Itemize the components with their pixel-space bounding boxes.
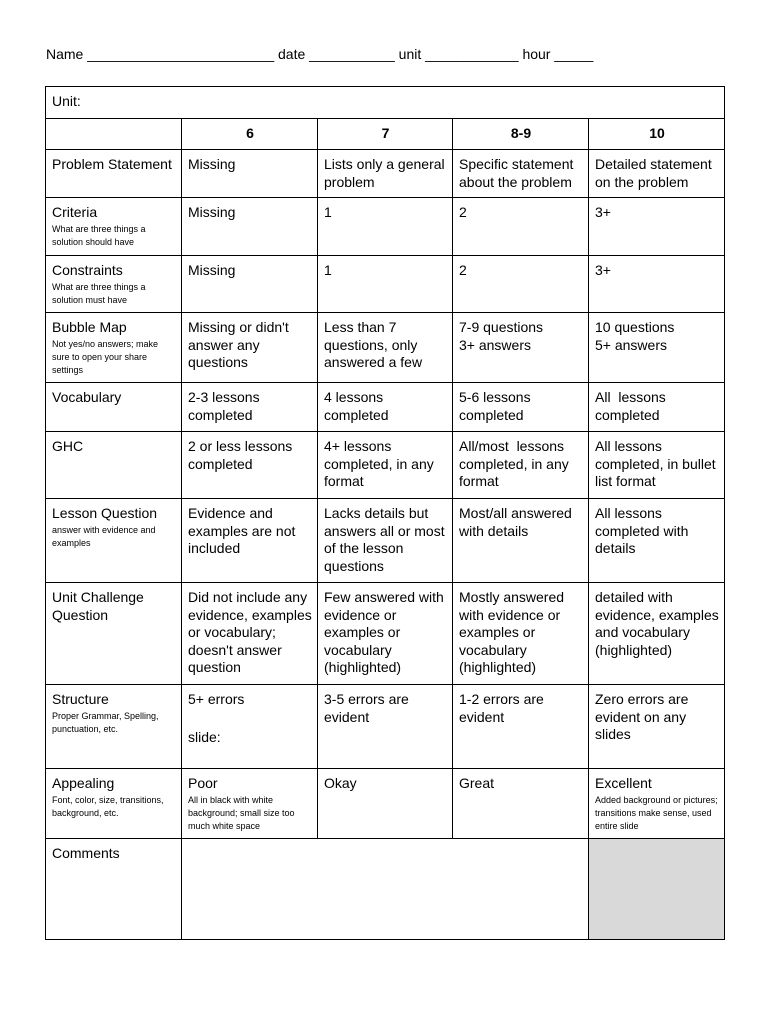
structure-score-6-cell	[182, 685, 318, 769]
row-note: Proper Grammar, Spelling, punctuation, etc.	[52, 710, 159, 734]
cell-score-6: Missing	[182, 198, 318, 256]
cell-score-8-9: Most/all answered with details	[453, 499, 589, 583]
row-note: answer with evidence and examples	[52, 524, 156, 548]
score-header-6: 6	[182, 119, 318, 150]
row-title-cell	[46, 256, 182, 313]
rubric-table	[45, 86, 725, 940]
unit-row	[46, 87, 725, 119]
cell-score-10: 10 questions 5+ answers	[589, 313, 725, 383]
cell-score-7: Okay	[318, 769, 453, 839]
cell-score-8-9: 2	[453, 198, 589, 256]
rubric-row-vocabulary	[46, 383, 725, 432]
rubric-row-problem-statement	[46, 150, 725, 198]
cell-score-7: 3-5 errors are evident	[318, 685, 453, 769]
row-title: Unit Challenge Question	[46, 583, 182, 685]
cell-score-8-9: 5-6 lessons completed	[453, 383, 589, 432]
rubric-row-constraints	[46, 256, 725, 313]
cell-score-6: 2-3 lessons completed	[182, 383, 318, 432]
cell-score-6: Missing or didn't answer any questions	[182, 313, 318, 383]
row-title-cell	[46, 499, 182, 583]
score-header-10: 10	[589, 119, 725, 150]
appealing-score-6-cell	[182, 769, 318, 839]
rubric-row-unit-challenge-question	[46, 583, 725, 685]
cell-score-6: 5+ errors	[188, 691, 245, 707]
row-title-cell	[46, 685, 182, 769]
cell-score-10: 3+	[589, 198, 725, 256]
cell-score-7: 1	[318, 256, 453, 313]
comments-row	[46, 839, 725, 940]
rubric-row-appealing	[46, 769, 725, 839]
cell-score-6: 2 or less lessons completed	[182, 432, 318, 499]
cell-score-6: Evidence and examples are not included	[182, 499, 318, 583]
cell-score-6: Missing	[182, 150, 318, 198]
cell-note: All in black with white background; small size too much white space	[188, 794, 295, 831]
row-title-cell	[46, 769, 182, 839]
row-title-cell	[46, 313, 182, 383]
cell-score-7: 1	[318, 198, 453, 256]
rubric-row-bubble-map	[46, 313, 725, 383]
cell-score-10: 3+	[589, 256, 725, 313]
cell-score-10: Zero errors are evident on any slides	[589, 685, 725, 769]
cell-score-10: Excellent	[595, 775, 652, 791]
row-title: Constraints	[52, 262, 123, 278]
cell-note: Added background or pictures; transitions make sense, used entire slide	[595, 794, 718, 831]
rubric-row-structure	[46, 685, 725, 769]
row-title: GHC	[46, 432, 182, 499]
rubric-row-ghc	[46, 432, 725, 499]
cell-score-8-9: 2	[453, 256, 589, 313]
row-title: Structure	[52, 691, 109, 707]
row-title: Vocabulary	[46, 383, 182, 432]
rubric-row-lesson-question	[46, 499, 725, 583]
row-title: Lesson Question	[52, 505, 158, 521]
cell-score-8-9: 7-9 questions 3+ answers	[453, 313, 589, 383]
cell-score-10: Detailed statement on the problem	[589, 150, 725, 198]
cell-score-8-9: Great	[453, 769, 589, 839]
cell-score-7: 4 lessons completed	[318, 383, 453, 432]
cell-score-8-9: Mostly answered with evidence or examples or vocabulary (highlighted)	[453, 583, 589, 685]
score-header-blank	[46, 119, 182, 150]
score-header-7: 7	[318, 119, 453, 150]
cell-score-10: All lessons completed, in bullet list format	[589, 432, 725, 499]
cell-score-10: All lessons completed	[589, 383, 725, 432]
cell-score-7: Less than 7 questions, only answered a few	[318, 313, 453, 383]
row-title: Problem Statement	[46, 150, 182, 198]
row-note: What are three things a solution should have	[52, 223, 146, 247]
cell-score-6: Poor	[188, 775, 218, 791]
cell-score-8-9: All/most lessons completed, in any format	[453, 432, 589, 499]
student-info-line: Name ________________________ date ___________ unit ____________ hour _____	[46, 46, 594, 62]
cell-score-10: All lessons completed with details	[589, 499, 725, 583]
row-note: What are three things a solution must have	[52, 281, 146, 305]
cell-score-8-9: Specific statement about the problem	[453, 150, 589, 198]
row-title: Appealing	[52, 775, 115, 791]
cell-score-7: 4+ lessons completed, in any format	[318, 432, 453, 499]
row-title-cell	[46, 198, 182, 256]
rubric-row-criteria	[46, 198, 725, 256]
score-header-8-9: 8-9	[453, 119, 589, 150]
cell-score-7: Few answered with evidence or examples or vocabulary (highlighted)	[318, 583, 453, 685]
cell-score-7: Lacks details but answers all or most of the lesson questions	[318, 499, 453, 583]
slide-label: slide:	[188, 728, 221, 745]
unit-label: Unit:	[46, 87, 725, 119]
cell-score-8-9: 1-2 errors are evident	[453, 685, 589, 769]
comments-area	[182, 839, 589, 940]
row-note: Font, color, size, transitions, background, etc.	[52, 794, 164, 818]
score-header-row	[46, 119, 725, 150]
cell-score-7: Lists only a general problem	[318, 150, 453, 198]
appealing-score-10-cell	[589, 769, 725, 839]
comments-label: Comments	[46, 839, 182, 940]
row-title: Criteria	[52, 204, 98, 220]
cell-score-10: detailed with evidence, examples and vocabulary (highlighted)	[589, 583, 725, 685]
row-title: Bubble Map	[52, 319, 127, 335]
cell-score-6: Missing	[182, 256, 318, 313]
row-note: Not yes/no answers; make sure to open your share settings	[52, 338, 159, 375]
comments-shaded-cell	[589, 839, 725, 940]
cell-score-6: Did not include any evidence, examples or vocabulary; doesn't answer question	[182, 583, 318, 685]
